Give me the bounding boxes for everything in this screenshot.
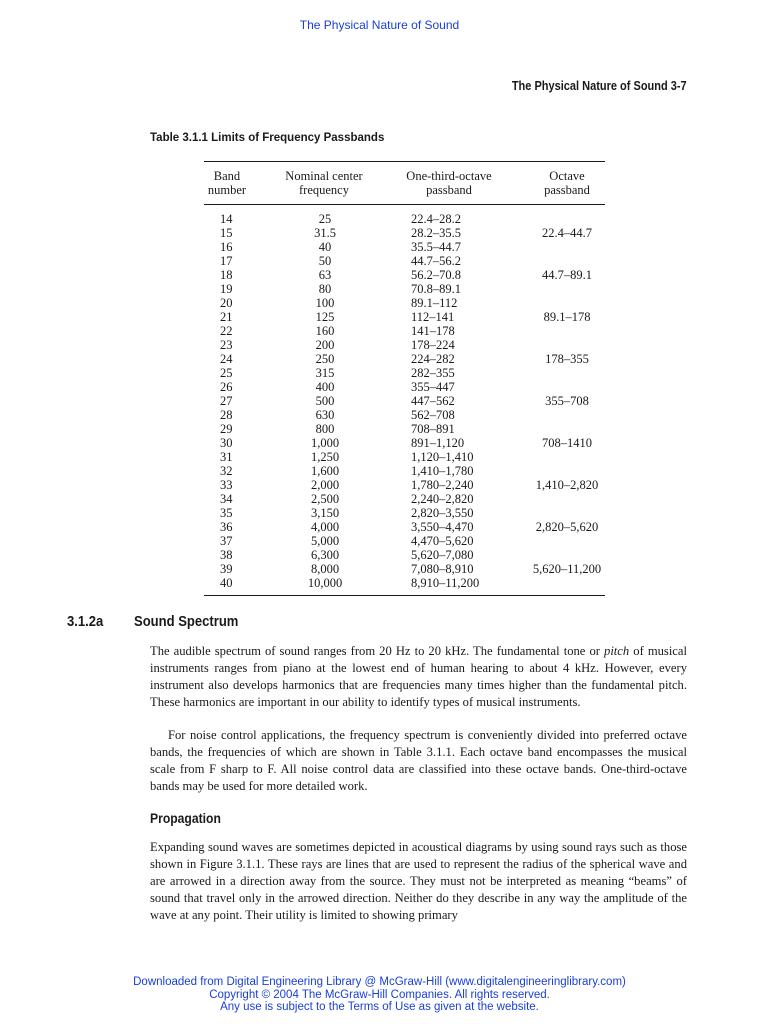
octave-cell: 2,820–5,620 (535, 520, 599, 534)
center-frequency-cell: 6,300 (310, 548, 340, 562)
band-number-cell: 23 (220, 338, 233, 352)
third-octave-cell: 891–1,120 (411, 436, 465, 450)
third-octave-cell: 44.7–56.2 (411, 254, 461, 268)
third-octave-cell: 2,820–3,550 (411, 506, 474, 520)
table-row (204, 338, 605, 352)
octave-cell: 44.7–89.1 (542, 268, 592, 282)
third-octave-cell: 35.5–44.7 (411, 240, 461, 254)
section-title: Sound Spectrum (134, 614, 239, 630)
table-row (204, 478, 605, 492)
table-row (204, 254, 605, 268)
paragraph-octave-bands: For noise control applications, the frequency spectrum is conveniently divided into preferred octave bands, the frequencies of which are shown in Table 3.1.1. Each octave band encompasses the musical scale from F sharp to F. All noise control data are classified into these octave bands. One-third-octave bands may be used for more detailed work. (150, 728, 687, 793)
center-frequency-cell: 50 (318, 254, 332, 268)
center-frequency-cell: 31.5 (314, 226, 336, 240)
center-frequency-cell: 3,150 (310, 506, 340, 520)
band-number-cell: 38 (220, 548, 233, 562)
table-row (204, 268, 605, 282)
table-row (204, 520, 605, 534)
table-row (204, 576, 605, 590)
third-octave-cell: 22.4–28.2 (411, 212, 461, 226)
footer-line-download[interactable]: Downloaded from Digital Engineering Library @ McGraw-Hill (www.digitalengineeringlibrary.com) (133, 976, 626, 988)
band-number-cell: 35 (220, 506, 233, 520)
third-octave-cell: 562–708 (411, 408, 455, 422)
band-number-cell: 37 (220, 534, 233, 548)
third-octave-cell: 89.1–112 (411, 296, 458, 310)
octave-cell: 5,620–11,200 (532, 562, 602, 576)
band-number-cell: 14 (220, 212, 233, 226)
third-octave-cell: 224–282 (411, 352, 455, 366)
table-row (204, 394, 605, 408)
center-frequency-cell: 800 (315, 422, 335, 436)
table-row (204, 422, 605, 436)
table-row (204, 296, 605, 310)
table-row (204, 310, 605, 324)
third-octave-cell: 3,550–4,470 (411, 520, 474, 534)
center-frequency-cell: 125 (315, 310, 335, 324)
table-bottom-rule (204, 595, 605, 596)
band-number-cell: 27 (220, 394, 233, 408)
center-frequency-cell: 315 (315, 366, 335, 380)
band-number-cell: 17 (220, 254, 233, 268)
table-row (204, 506, 605, 520)
band-number-cell: 16 (220, 240, 233, 254)
band-number-cell: 29 (220, 422, 233, 436)
table-row (204, 492, 605, 506)
table-header-rule (204, 204, 605, 205)
band-number-cell: 25 (220, 366, 233, 380)
table-row (204, 464, 605, 478)
band-number-cell: 19 (220, 282, 233, 296)
third-octave-cell: 708–891 (411, 422, 455, 436)
column-header-band: Band number (207, 169, 247, 197)
table-row (204, 324, 605, 338)
center-frequency-cell: 1,250 (310, 450, 340, 464)
band-number-cell: 40 (220, 576, 233, 590)
center-frequency-cell: 2,000 (310, 478, 340, 492)
band-number-cell: 31 (220, 450, 233, 464)
center-frequency-cell: 400 (315, 380, 335, 394)
column-header-center-frequency: Nominal center frequency (285, 169, 363, 197)
frequency-passband-table (204, 161, 605, 596)
table-row (204, 548, 605, 562)
center-frequency-cell: 8,000 (310, 562, 340, 576)
center-frequency-cell: 5,000 (310, 534, 340, 548)
table-row (204, 352, 605, 366)
band-number-cell: 22 (220, 324, 233, 338)
octave-cell: 178–355 (545, 352, 589, 366)
band-number-cell: 32 (220, 464, 233, 478)
band-number-cell: 15 (220, 226, 233, 240)
third-octave-cell: 112–141 (411, 310, 455, 324)
band-number-cell: 39 (220, 562, 233, 576)
third-octave-cell: 282–355 (411, 366, 455, 380)
table-caption: Table 3.1.1 Limits of Frequency Passbands (150, 132, 385, 144)
center-frequency-cell: 500 (315, 394, 335, 408)
table-row (204, 240, 605, 254)
center-frequency-cell: 40 (318, 240, 332, 254)
band-number-cell: 26 (220, 380, 233, 394)
third-octave-cell: 56.2–70.8 (411, 268, 461, 282)
column-header-third-octave: One-third-octave passband (406, 169, 492, 197)
table-row (204, 366, 605, 380)
center-frequency-cell: 4,000 (310, 520, 340, 534)
third-octave-cell: 141–178 (411, 324, 455, 338)
footer-line-copyright: Copyright © 2004 The McGraw-Hill Companies. All rights reserved. (209, 988, 550, 1001)
band-number-cell: 36 (220, 520, 233, 534)
center-frequency-cell: 1,000 (310, 436, 340, 450)
table-row (204, 408, 605, 422)
table-row (204, 226, 605, 240)
footer-line-terms[interactable]: Any use is subject to the Terms of Use as given at the website. (220, 1001, 539, 1013)
band-number-cell: 34 (220, 492, 233, 506)
table-body (204, 212, 605, 590)
footer-copyright[interactable] (0, 976, 759, 1014)
center-frequency-cell: 10,000 (307, 576, 343, 590)
octave-cell: 355–708 (545, 394, 589, 408)
center-frequency-cell: 160 (315, 324, 335, 338)
running-head: The Physical Nature of Sound 3-7 (512, 79, 687, 93)
table-row (204, 282, 605, 296)
band-number-cell: 21 (220, 310, 233, 324)
center-frequency-cell: 1,600 (310, 464, 340, 478)
third-octave-cell: 1,780–2,240 (411, 478, 474, 492)
band-number-cell: 28 (220, 408, 233, 422)
center-frequency-cell: 630 (315, 408, 335, 422)
band-number-cell: 30 (220, 436, 233, 450)
third-octave-cell: 2,240–2,820 (411, 492, 474, 506)
third-octave-cell: 70.8–89.1 (411, 282, 461, 296)
table-header-row (204, 162, 605, 200)
band-number-cell: 20 (220, 296, 233, 310)
table-row (204, 436, 605, 450)
table-row (204, 562, 605, 576)
octave-cell: 1,410–2,820 (535, 478, 599, 492)
table-row (204, 212, 605, 226)
center-frequency-cell: 100 (315, 296, 335, 310)
third-octave-cell: 7,080–8,910 (411, 562, 474, 576)
octave-cell: 708–1410 (542, 436, 592, 450)
pitch-italic: pitch (604, 644, 630, 658)
third-octave-cell: 1,410–1,780 (411, 464, 474, 478)
third-octave-cell: 8,910–11,200 (411, 576, 480, 590)
octave-cell: 89.1–178 (543, 310, 591, 324)
third-octave-cell: 1,120–1,410 (411, 450, 474, 464)
third-octave-cell: 28.2–35.5 (411, 226, 461, 240)
octave-cell: 22.4–44.7 (542, 226, 592, 240)
band-number-cell: 18 (220, 268, 233, 282)
table-row (204, 450, 605, 464)
subsection-title: Propagation (150, 811, 221, 826)
band-number-cell: 24 (220, 352, 233, 366)
table-row (204, 534, 605, 548)
section-number: 3.1.2a (67, 614, 104, 630)
third-octave-cell: 447–562 (411, 394, 455, 408)
center-frequency-cell: 200 (315, 338, 335, 352)
third-octave-cell: 4,470–5,620 (411, 534, 474, 548)
third-octave-cell: 178–224 (411, 338, 455, 352)
center-frequency-cell: 250 (315, 352, 335, 366)
center-frequency-cell: 2,500 (310, 492, 340, 506)
band-number-cell: 33 (220, 478, 233, 492)
center-frequency-cell: 80 (318, 282, 332, 296)
center-frequency-cell: 25 (318, 212, 332, 226)
page-header-link[interactable]: The Physical Nature of Sound (299, 18, 460, 32)
paragraph-propagation: Expanding sound waves are sometimes depicted in acoustical diagrams by using sound rays such as those shown in Figure 3.1.1. These rays are lines that are used to represent the radius of the spherical wave and are arrowed in a direction away from the source. They must not be interpreted as meaning “beams” of sound that travel only in the arrowed direction. Neither do they describe in any way the amplitude of the wave at any point. Their utility is limited to showing primary (150, 840, 687, 922)
third-octave-cell: 355–447 (411, 380, 455, 394)
third-octave-cell: 5,620–7,080 (411, 548, 474, 562)
paragraph-spectrum: The audible spectrum of sound ranges from 20 Hz to 20 kHz. The fundamental tone or pitch of musical instruments ranges from piano at the lowest end of human hearing to about 4 kHz. However, every instrument also develops harmonics that are frequencies many times higher than the fundamental pitch. These harmonics are important in our ability to identify types of musical instruments. (150, 644, 687, 709)
column-header-octave: Octave passband (544, 169, 590, 197)
center-frequency-cell: 63 (318, 268, 332, 282)
table-row (204, 380, 605, 394)
